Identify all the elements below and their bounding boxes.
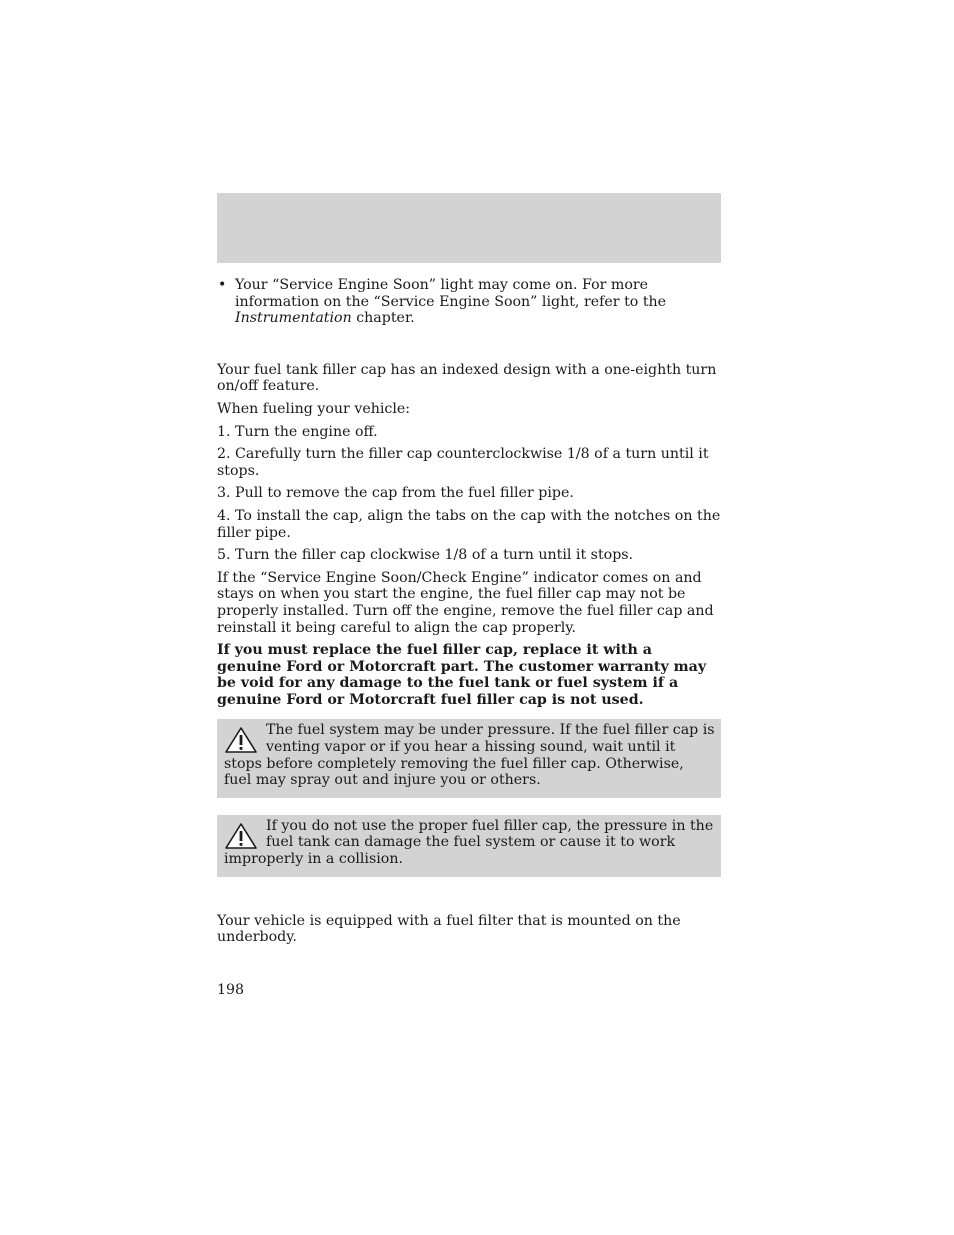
warning-box-filler-cap bbox=[217, 815, 721, 877]
warning-triangle-icon bbox=[224, 822, 258, 850]
bullet-text-after: chapter. bbox=[351, 310, 415, 327]
indicator-note: If the “Service Engine Soon/Check Engine” indicator comes on and stays on when you start the engine, the fuel filler cap may not be properly installed. Turn off the engine, remove the fuel filler cap and reinstall it being careful to align the cap properly. bbox=[217, 569, 714, 636]
bullet-text-before: Your “Service Engine Soon” light may come on. For more information on the “Service Engine Soon” light, refer to the bbox=[235, 277, 667, 310]
section-gap bbox=[217, 327, 721, 362]
replacement-note: If you must replace the fuel filler cap, replace it with a genuine Ford or Motorcraft part. The customer warranty may be void for any damage to the fuel tank or fuel system if a genuine Ford or Motorcraft fuel filler cap is not used. bbox=[217, 642, 707, 708]
warning-text-filler-cap: If you do not use the proper fuel filler cap, the pressure in the fuel tank can damage the fuel system or cause it to work improperly in a collision. bbox=[224, 817, 714, 868]
step-2: 2. Carefully turn the filler cap counterclockwise 1/8 of a turn until it stops. bbox=[217, 446, 709, 479]
step-1: 1. Turn the engine off. bbox=[217, 423, 378, 440]
fuel-filter-text: Your vehicle is equipped with a fuel filter that is mounted on the underbody. bbox=[217, 912, 681, 946]
section-header-band bbox=[217, 193, 721, 263]
bullet-item bbox=[217, 277, 721, 327]
page-number: 198 bbox=[217, 982, 245, 998]
section-gap bbox=[217, 877, 721, 913]
page-content bbox=[217, 277, 721, 952]
fuel-cap-intro: Your fuel tank filler cap has an indexed design with a one-eighth turn on/off feature. bbox=[217, 361, 717, 395]
step-4: 4. To install the cap, align the tabs on the cap with the notches on the filler pipe. bbox=[217, 507, 721, 541]
step-3: 3. Pull to remove the cap from the fuel filler pipe. bbox=[217, 485, 574, 502]
warning-text-pressure: The fuel system may be under pressure. If the fuel filler cap is venting vapor or if you hear a hissing sound, wait until it stops before completely removing the fuel filler cap. Otherwise, fuel may spray out and injure you or others. bbox=[224, 722, 715, 789]
warning-triangle-icon bbox=[224, 726, 258, 754]
bullet-italic-ref: Instrumentation bbox=[235, 310, 352, 327]
when-fueling-text: When fueling your vehicle: bbox=[217, 400, 411, 417]
step-5: 5. Turn the filler cap clockwise 1/8 of a turn until it stops. bbox=[217, 547, 634, 564]
warning-box-pressure bbox=[217, 719, 721, 797]
bullet-dot: • bbox=[218, 277, 227, 293]
